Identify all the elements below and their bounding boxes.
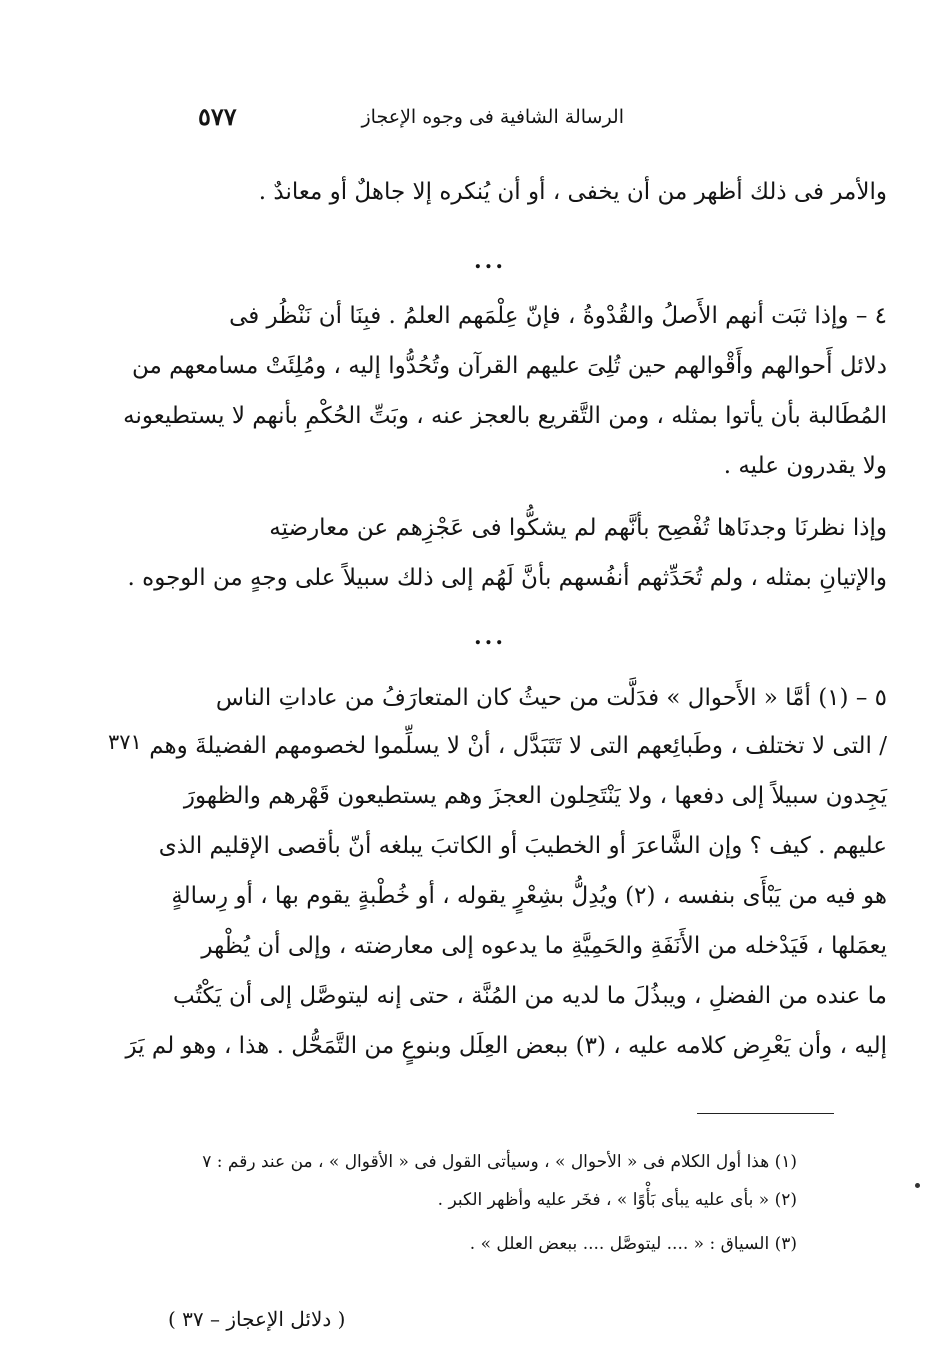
body-line: إليه ، وأن يَعْرِض كلامه عليه ، (٣) ببعض العِلَل وبنوعٍ من التَّمَحُّل . هذا ، وهو لم يَرَ bbox=[125, 1033, 887, 1059]
signature-mark: ( دلائل الإعجاز – ٣٧ ) bbox=[168, 1307, 346, 1331]
body-line: / التى لا تختلف ، وطَبائِعهم التى لا تَتَبَدَّل ، أنْ لا يسلِّموا لخصومهم الفضيلةَ وهم bbox=[149, 733, 887, 759]
footnote: (١) هذا أول الكلام فى « الأحوال » ، وسيأتى القول فى « الأقوال » ، من عند رقم : ٧ bbox=[202, 1152, 797, 1172]
body-line: ما عنده من الفضلِ ، ويبذُلَ ما لديه من المُنَّة ، حتى إنه ليتوصَّل إلى أن يَكْتُب bbox=[173, 983, 887, 1009]
page-number: ٥٧٧ bbox=[198, 102, 237, 131]
body-line: عليهم . كيف ؟ وإن الشَّاعرَ أو الخطيبَ أو الكاتبَ يبلغه أنّ بأقصى الإقليم الذى bbox=[158, 833, 887, 859]
running-header bbox=[198, 102, 624, 136]
body-line: هو فيه من يَبْأَى بنفسه ، (٢) ويُدِلُّ بشِعْرٍ يقوله ، أو خُطْبةٍ يقوم بها ، أو رِسالةٍ bbox=[171, 883, 887, 909]
section-separator: ... bbox=[474, 248, 506, 274]
body-line: يَجِدون سبيلاً إلى دفعها ، ولا يَنْتَحِلون العجزَ وهم يستطيعون قَهْرهم والظهورَ bbox=[183, 783, 887, 809]
body-line: ٤ – وإذا ثبَت أنهم الأَصلُ والقُدْوةُ ، فإنّ عِلْمَهم العلمُ . فبِنَا أن نَنْظُر فى bbox=[229, 303, 887, 329]
body-line: والأمر فى ذلك أظهر من أن يخفى ، أو أن يُنكره إلا جاهلٌ أو معاندٌ . bbox=[258, 179, 887, 205]
body-line: دلائل أَحوالهم وأَقْوالهم حين تُلِىَ عليهم القرآن وتُحُدُّوا إليه ، ومُلِئَتْ مسامعهم من bbox=[131, 353, 887, 379]
ink-speck bbox=[915, 1183, 920, 1188]
footnote: (٢) « بأى عليه يبأى بَأْوًا » ، فخَر عليه وأظهر الكبر . bbox=[437, 1190, 797, 1210]
section-separator: ... bbox=[474, 624, 506, 650]
margin-page-number: ٣٧١ bbox=[108, 730, 142, 754]
running-title: الرسالة الشافية فى وجوه الإعجاز bbox=[361, 106, 624, 128]
body-line: وإذا نظرنَا وجدنَاها تُفْصِح بأنَّهم لم يشكُّوا فى عَجْزِهم عن معارضتِه bbox=[269, 515, 887, 541]
footnote-divider bbox=[697, 1113, 834, 1114]
body-line: والإتيانِ بمثله ، ولم تُحَدِّثهم أنفُسهم بأنَّ لَهُم إلى ذلك سبيلاً على وجهٍ من الوجوه . bbox=[127, 565, 887, 591]
body-line: المُطَالبة بأن يأتوا بمثله ، ومن التَّقريع بالعجز عنه ، وبَتِّ الحُكْمِ بأنهم لا يستطيعونه bbox=[123, 403, 887, 429]
body-line: ولا يقدرون عليه . bbox=[723, 453, 887, 479]
body-line: يعمَلها ، فَيَدْخله من الأَنَفَةِ والحَمِيَّةِ ما يدعوه إلى معارضته ، وإلى أن يُظْهر bbox=[201, 933, 887, 959]
footnote: (٣) السياق : « .... ليتوصَّل .... ببعض العلل » . bbox=[469, 1234, 797, 1254]
body-line: ٥ – (١) أمَّا « الأَحوال » فدَلَّت من حيثُ كان المتعارَفُ من عاداتِ الناس bbox=[215, 685, 887, 711]
